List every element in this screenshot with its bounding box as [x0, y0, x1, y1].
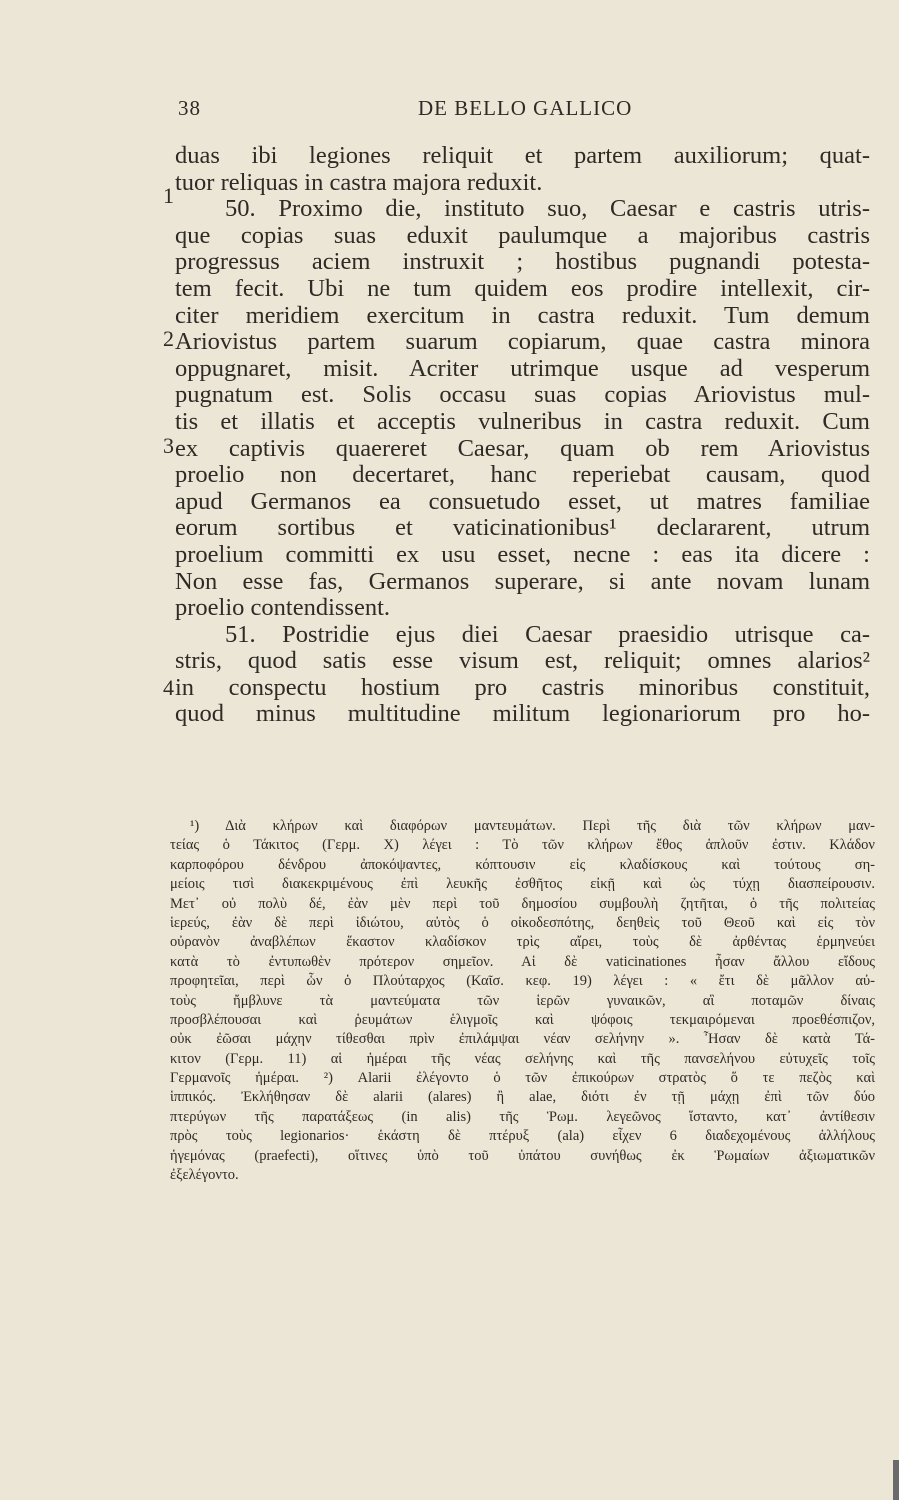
footnote-line: τοὺς ἤμβλυνε τὰ μαντεύματα τῶν ἱερῶν γυναικῶν, αἳ ποταμῶν δίναις: [170, 992, 875, 1009]
footnote-line: οὐκ ἐῶσαι μάχην τίθεσθαι πρὶν ἐπιλάμψαι νέαν σελήνην ». Ἦσαν δὲ κατὰ Τά-: [170, 1031, 875, 1048]
text-line: 51. Postridie ejus diei Caesar praesidio utrisque ca-: [225, 621, 870, 648]
footnote-line: οὐρανὸν ἀναβλέπων ἕκαστον κλαδίσκον τρὶς αἴρει, τοὺς δὲ ἀρθέντας ἑρμηνεύει: [170, 934, 875, 951]
text-line: duas ibi legiones reliquit et partem auxiliorum; quat-: [175, 143, 870, 169]
footnote-line: κατὰ τὸ ἐντυπωθὲν πρότερον σημεῖον. Αἱ δὲ vaticinationes ἦσαν ἄλλου εἴδους: [170, 953, 875, 970]
text-line: que copias suas eduxit paulumque a majoribus castris: [175, 222, 870, 249]
footnote-line: ἐξελέγοντο.: [170, 1167, 239, 1184]
footnotes: [170, 817, 875, 1185]
text-line: tis et illatis et acceptis vulneribus in castra reduxit. Cum: [175, 408, 870, 435]
text-line: Ariovistus partem suarum copiarum, quae castra minora: [175, 329, 870, 356]
footnote-line: Γερμανοῖς ἡμέραι. ²) Alarii ἐλέγοντο ὁ τῶν ἐπικούρων στρατὸς ὅ τε πεζὸς καὶ: [170, 1070, 875, 1087]
footnote-line: προσβλέπουσαι καὶ ῥευμάτων ἑλιγμοῖς καὶ ψόφοις τεκμαιρόμεναι προεθέσπιζον,: [170, 1011, 875, 1028]
footnote-line: πρὸς τοὺς legionarios· ἑκάστη δὲ πτέρυξ (ala) εἶχεν 6 διαδεχομένους ἀλλήλους: [170, 1128, 875, 1145]
text-line: in conspectu hostium pro castris minoribus constituit,: [175, 674, 870, 701]
footnote-line: ἱππικός. Ἐκλήθησαν δὲ alarii (alares) ἢ alae, διότι ἐν τῇ μάχῃ ἐπὶ τῶν δύο: [170, 1089, 875, 1106]
footnote-line: τείας ὁ Τάκιτος (Γερμ. X) λέγει : Τὸ τῶν κλήρων ἔθος ἁπλοῦν ἐστιν. Κλάδον: [170, 837, 875, 854]
page-number: 38: [178, 96, 201, 120]
text-line: pugnatum est. Solis occasu suas copias Ariovistus mul-: [175, 382, 870, 409]
page-edge-mark: [893, 1460, 899, 1500]
footnote-line: καρποφόρου δένδρου ἀποκόψαντες, κόπτουσιν εἰς κλαδίσκους καὶ τούτους ση-: [170, 856, 875, 873]
margin-number: 2: [163, 326, 174, 351]
text-line: citer meridiem exercitum in castra reduxit. Tum demum: [175, 302, 870, 329]
margin-number: 3: [163, 433, 174, 458]
text-line: proelium committi ex usu esset, necne : eas ita dicere :: [175, 541, 870, 568]
text-line: stris, quod satis esse visum est, reliquit; omnes alarios²: [175, 648, 870, 675]
margin-number: 1: [163, 183, 174, 208]
text-line: oppugnaret, misit. Acriter utrimque usque ad vesperum: [175, 355, 870, 382]
main-text: [175, 143, 870, 728]
text-line: progressus aciem instruxit ; hostibus pugnandi potesta-: [175, 249, 870, 276]
running-title: DE BELLO GALLICO: [418, 96, 633, 120]
footnote-line: προφητεῖαι, περὶ ὧν ὁ Πλούταρχος (Καῖσ. κεφ. 19) λέγει : « ἔτι δὲ μᾶλλον αὐ-: [170, 973, 875, 990]
text-line: tem fecit. Ubi ne tum quidem eos prodire intellexit, cir-: [175, 275, 870, 302]
footnote-line: Μετ᾽ οὐ πολὺ δέ, ἐὰν μὲν περὶ τοῦ δημοσίου συμβουλὴ ζητῆται, ὁ τῆς πολιτείας: [170, 895, 875, 912]
footnote-line: ¹) Διὰ κλήρων καὶ διαφόρων μαντευμάτων. Περὶ τῆς διὰ τῶν κλήρων μαν-: [190, 818, 875, 834]
text-line: apud Germanos ea consuetudo esset, ut matres familiae: [175, 488, 870, 515]
footnote-line: μείοις τισὶ διακεκριμένους ἐπὶ λευκῆς ἐσθῆτος εἰκῇ καὶ ὡς τύχῃ διασπείρουσιν.: [170, 876, 875, 893]
text-line: tuor reliquas in castra majora reduxit.: [175, 169, 543, 196]
margin-number: 4: [163, 675, 174, 700]
text-line: Non esse fas, Germanos superare, si ante novam lunam: [175, 568, 870, 595]
text-line: proelio contendissent.: [175, 595, 391, 622]
footnote-line: κιτον (Γερμ. 11) αἱ ἡμέραι τῆς νέας σελήνης καὶ τῆς πανσελήνου εὐτυχεῖς τοῖς: [170, 1050, 875, 1067]
footnote-line: ἱερεύς, ἐὰν δὲ περὶ ἰδιώτου, αὐτὸς ὁ οἰκοδεσπότης, δεηθεὶς τοῦ Θεοῦ καὶ εἰς τὸν: [170, 914, 875, 931]
text-line: eorum sortibus et vaticinationibus¹ declararent, utrum: [175, 515, 870, 542]
text-line: proelio non decertaret, hanc reperiebat causam, quod: [175, 462, 870, 489]
text-line: ex captivis quaereret Caesar, quam ob rem Ariovistus: [175, 435, 870, 462]
text-line: quod minus multitudine militum legionariorum pro ho-: [175, 701, 870, 728]
footnote-line: πτερύγων τῆς παρατάξεως (in alis) τῆς Ῥωμ. λεγεῶνος ἵσταντο, κατ᾽ ἀντίθεσιν: [170, 1108, 875, 1125]
text-line: 50. Proximo die, instituto suo, Caesar e castris utris-: [225, 196, 870, 223]
footnote-line: ἡγεμόνας (praefecti), οἵτινες ὑπὸ τοῦ ὑπάτου συνήθως ἐκ Ῥωμαίων ἀξιωματικῶν: [170, 1147, 875, 1164]
